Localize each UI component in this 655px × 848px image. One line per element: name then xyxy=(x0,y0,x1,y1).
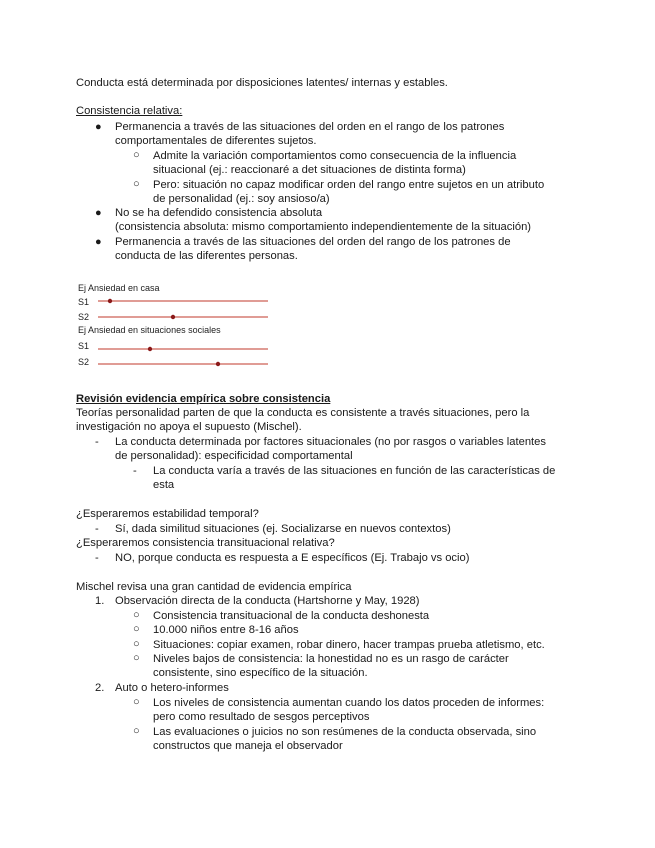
sub-bullet-text: Consistencia transituacional de la conducta deshonesta xyxy=(153,610,430,622)
sub-bullet-text: pero como resultado de sesgos perceptivos xyxy=(153,711,370,723)
sub-bullet-text: consistente, sino específico de la situación. xyxy=(153,667,368,679)
answer-text: Sí, dada similitud situaciones (ej. Socializarse en nuevos contextos) xyxy=(115,523,451,535)
sub-bullet-text: Pero: situación no capaz modificar orden del rango entre sujetos en un atributo xyxy=(153,179,545,191)
intro-text: Conducta está determinada por disposiciones latentes/ internas y estables. xyxy=(76,77,448,89)
list-number: 1. xyxy=(95,595,105,607)
figure-dot xyxy=(171,315,175,319)
circle-bullet-icon: ○ xyxy=(133,178,140,190)
figure-label-s2: S2 xyxy=(78,357,90,367)
anxiety-ranking-figure xyxy=(76,280,276,372)
dash-bullet-icon: - xyxy=(133,465,137,477)
figure-title-social: Ej Ansiedad en situaciones sociales xyxy=(78,325,221,335)
figure-dot xyxy=(216,362,220,366)
figure-label-s1: S1 xyxy=(78,341,90,351)
list-number: 2. xyxy=(95,682,105,694)
figure-title-casa: Ej Ansiedad en casa xyxy=(78,283,160,293)
dash-item-text: La conducta determinada por factores situacionales (no por rasgos o variables latentes xyxy=(115,436,546,448)
circle-bullet-icon: ○ xyxy=(133,725,140,737)
sub-bullet-text: 10.000 niños entre 8-16 años xyxy=(153,624,299,636)
numbered-item-text: Observación directa de la conducta (Hartshorne y May, 1928) xyxy=(115,595,420,607)
section-heading-revision: Revisión evidencia empírica sobre consistencia xyxy=(76,393,331,405)
figure-dot xyxy=(108,299,112,303)
bullet-text: No se ha defendido consistencia absoluta xyxy=(115,207,323,219)
paragraph-text: Mischel revisa una gran cantidad de evidencia empírica xyxy=(76,581,352,593)
paragraph-text: investigación no apoya el supuesto (Mischel). xyxy=(76,421,302,433)
bullet-text: Permanencia a través de las situaciones del orden del rango de los patrones de xyxy=(115,236,511,248)
sub-bullet-text: de personalidad (ej.: soy ansioso/a) xyxy=(153,193,330,205)
sub-bullet-text: constructos que maneja el observador xyxy=(153,740,343,752)
answer-text: NO, porque conducta es respuesta a E específicos (Ej. Trabajo vs ocio) xyxy=(115,552,470,564)
dash-item-text: esta xyxy=(153,479,175,491)
numbered-item-text: Auto o hetero-informes xyxy=(115,682,229,694)
figure-dot xyxy=(148,347,152,351)
sub-bullet-text: Niveles bajos de consistencia: la honestidad no es un rasgo de carácter xyxy=(153,653,509,665)
question-text: ¿Esperaremos consistencia transituacional relativa? xyxy=(76,537,335,549)
bullet-icon: ● xyxy=(95,236,102,248)
circle-bullet-icon: ○ xyxy=(133,623,140,635)
figure-label-s1: S1 xyxy=(78,297,90,307)
circle-bullet-icon: ○ xyxy=(133,696,140,708)
circle-bullet-icon: ○ xyxy=(133,652,140,664)
bullet-text: Permanencia a través de las situaciones del orden en el rango de los patrones xyxy=(115,121,505,133)
sub-bullet-text: Admite la variación comportamientos como consecuencia de la influencia xyxy=(153,150,517,162)
dash-bullet-icon: - xyxy=(95,552,99,564)
bullet-icon: ● xyxy=(95,207,102,219)
bullet-text: conducta de las diferentes personas. xyxy=(115,250,298,262)
dash-item-text: de personalidad): especificidad comportamental xyxy=(115,450,353,462)
circle-bullet-icon: ○ xyxy=(133,149,140,161)
question-text: ¿Esperaremos estabilidad temporal? xyxy=(76,508,259,520)
sub-bullet-text: Las evaluaciones o juicios no son resúmenes de la conducta observada, sino xyxy=(153,726,537,738)
bullet-icon: ● xyxy=(95,121,102,133)
paragraph-text: Teorías personalidad parten de que la conducta es consistente a través situaciones, pero la xyxy=(76,407,530,419)
bullet-text: comportamentales de diferentes sujetos. xyxy=(115,135,317,147)
dash-bullet-icon: - xyxy=(95,436,99,448)
bullet-text: (consistencia absoluta: mismo comportamiento independientemente de la situación) xyxy=(115,221,532,233)
figure-label-s2: S2 xyxy=(78,312,90,322)
section-heading-consistencia-relativa: Consistencia relativa: xyxy=(76,105,183,117)
circle-bullet-icon: ○ xyxy=(133,609,140,621)
dash-item-text: La conducta varía a través de las situaciones en función de las características de xyxy=(153,465,556,477)
sub-bullet-text: Los niveles de consistencia aumentan cuando los datos proceden de informes: xyxy=(153,697,545,709)
circle-bullet-icon: ○ xyxy=(133,638,140,650)
dash-bullet-icon: - xyxy=(95,523,99,535)
sub-bullet-text: situacional (ej.: reaccionaré a det situaciones de distinta forma) xyxy=(153,164,466,176)
sub-bullet-text: Situaciones: copiar examen, robar dinero, hacer trampas prueba atletismo, etc. xyxy=(153,639,545,651)
